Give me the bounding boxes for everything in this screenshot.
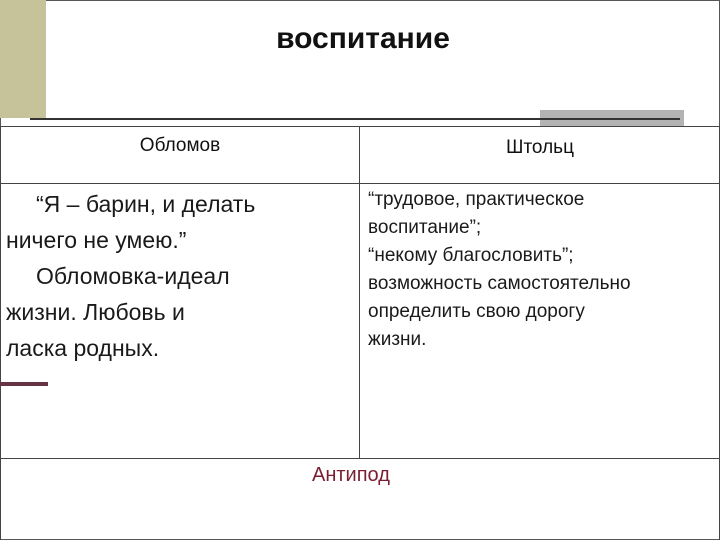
stolz-line: воспитание”; <box>368 217 482 238</box>
stolz-line: “некому благословить”; <box>368 245 574 266</box>
table-column-divider <box>359 126 360 458</box>
oblomov-line: ласка родных. <box>6 335 160 361</box>
decorative-bar-top <box>0 0 46 118</box>
column-header-stolz: Штольц <box>506 137 574 158</box>
table-header-divider <box>0 183 720 184</box>
stolz-line: жизни. <box>368 329 427 350</box>
table-border-top <box>0 126 720 127</box>
oblomov-line: ничего не умею.” <box>6 227 187 253</box>
oblomov-line: Обломовка-идеал <box>36 263 230 289</box>
stolz-line: “трудовое, практическое <box>368 189 585 210</box>
stolz-description <box>368 186 713 354</box>
table-row-divider <box>0 458 720 459</box>
column-header-oblomov: Обломов <box>139 135 221 156</box>
title-rule <box>30 118 680 120</box>
antipode-label: Антипод <box>312 464 390 486</box>
stolz-line: определить свою дорогу <box>368 301 585 322</box>
decorative-mark <box>0 382 48 386</box>
slide-title: воспитание <box>276 22 450 55</box>
oblomov-line: “Я – барин, и делать <box>36 191 256 217</box>
oblomov-description <box>6 186 356 366</box>
oblomov-line: жизни. Любовь и <box>6 299 185 325</box>
table-border-left <box>0 126 1 540</box>
stolz-line: возможность самостоятельно <box>368 273 631 294</box>
